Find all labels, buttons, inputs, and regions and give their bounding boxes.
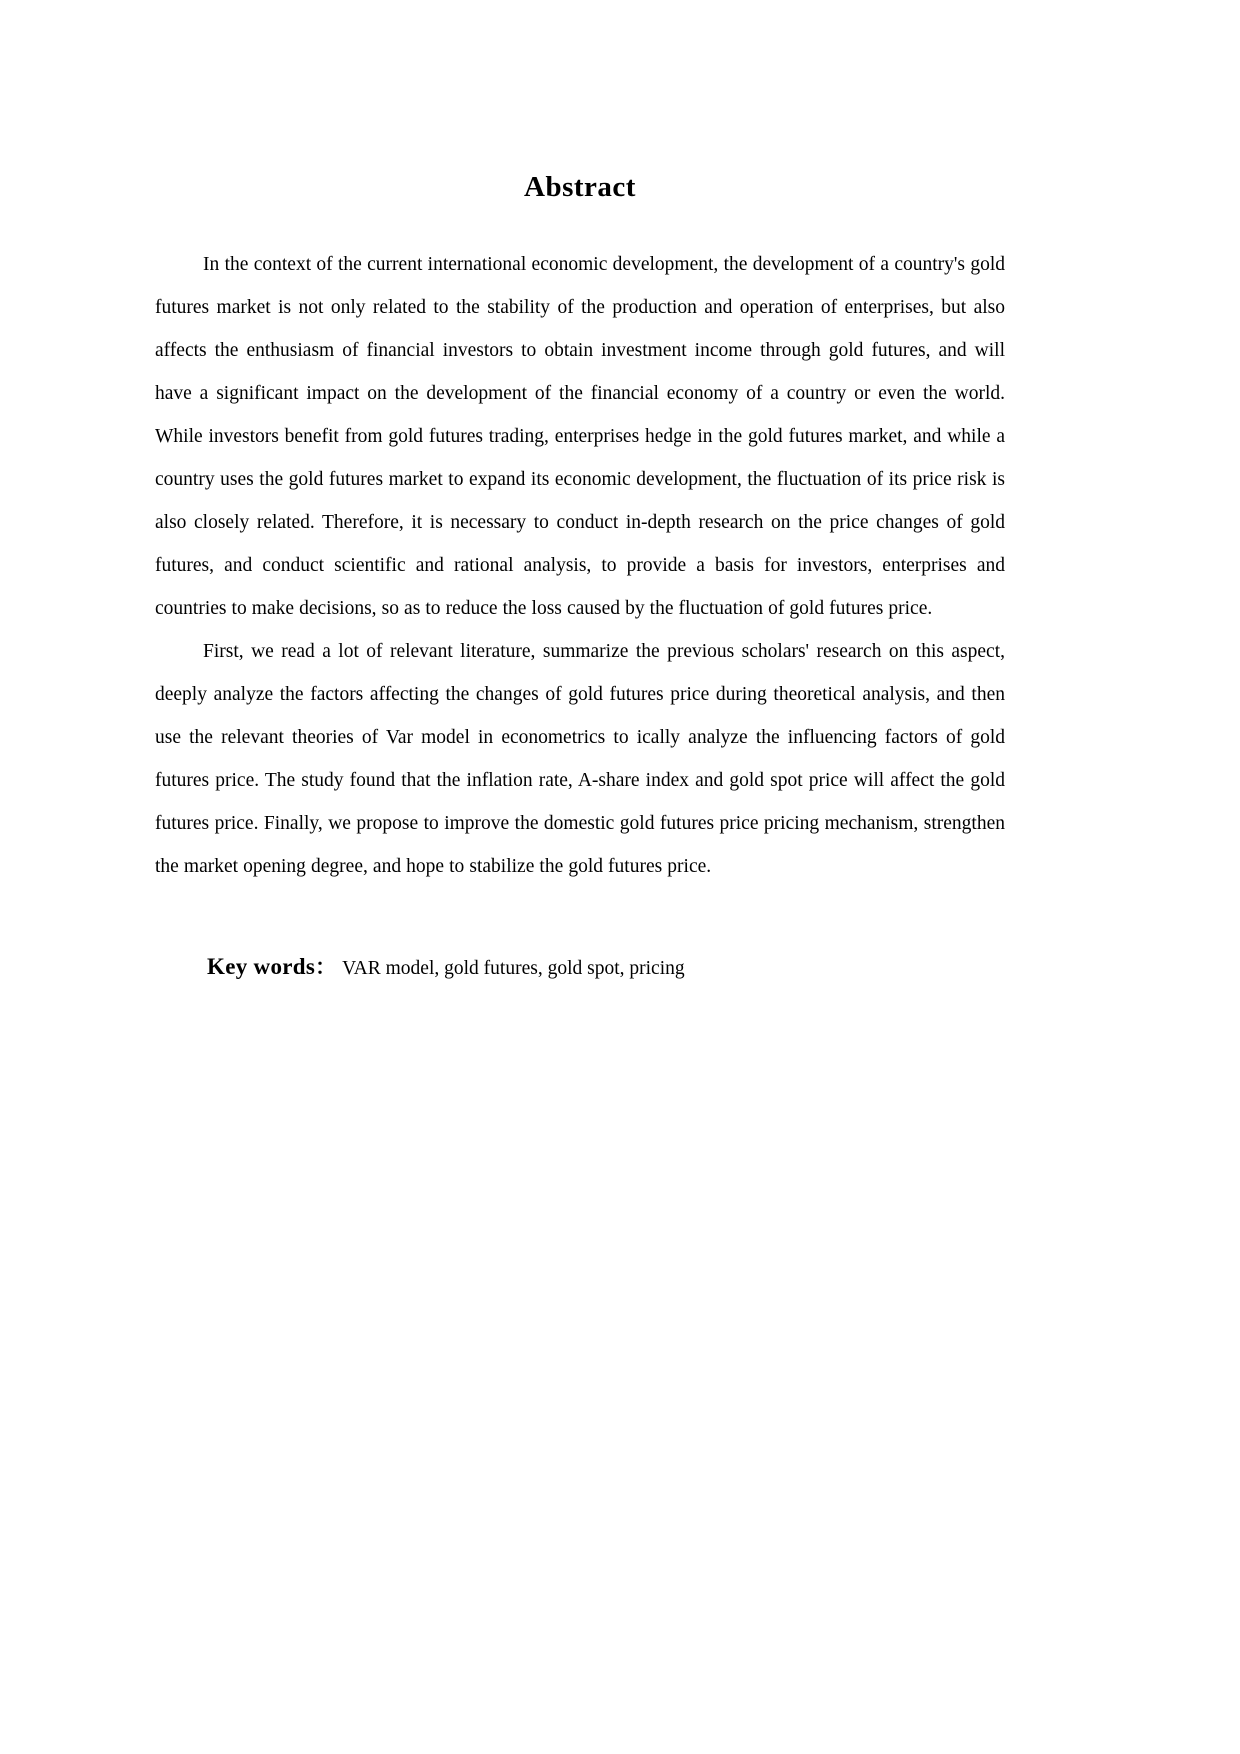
keywords-row	[155, 950, 1005, 986]
abstract-paragraph-2: First, we read a lot of relevant literature, summarize the previous scholars' research on this aspect, deeply analyze the factors affecting the changes of gold futures price during theoretical analysis, and then use the relevant theories of Var model in econometrics to ically analyze the influencing factors of gold futures price. The study found that the inflation rate, A-share index and gold spot price will affect the gold futures price. Finally, we propose to improve the domestic gold futures price pricing mechanism, strengthen the market opening degree, and hope to stabilize the gold futures price.	[155, 640, 1005, 877]
abstract-paragraph-1: In the context of the current international economic development, the development of a country's gold futures market is not only related to the stability of the production and operation of enterprises, but also affects the enthusiasm of financial investors to obtain investment income through gold futures, and will have a significant impact on the development of the financial economy of a country or even the world. While investors benefit from gold futures trading, enterprises hedge in the gold futures market, and while a country uses the gold futures market to expand its economic development, the fluctuation of its price risk is also closely related. Therefore, it is necessary to conduct in-depth research on the price changes of gold futures, and conduct scientific and rational analysis, to provide a basis for investors, enterprises and countries to make decisions, so as to reduce the loss caused by the fluctuation of gold futures price.	[155, 253, 1005, 619]
page-title: Abstract	[524, 171, 636, 203]
keywords-value: VAR model, gold futures, gold spot, pricing	[342, 957, 685, 979]
keywords-separator: ：	[315, 954, 337, 979]
abstract-section	[155, 170, 1005, 986]
keywords-label: Key words	[207, 953, 316, 979]
